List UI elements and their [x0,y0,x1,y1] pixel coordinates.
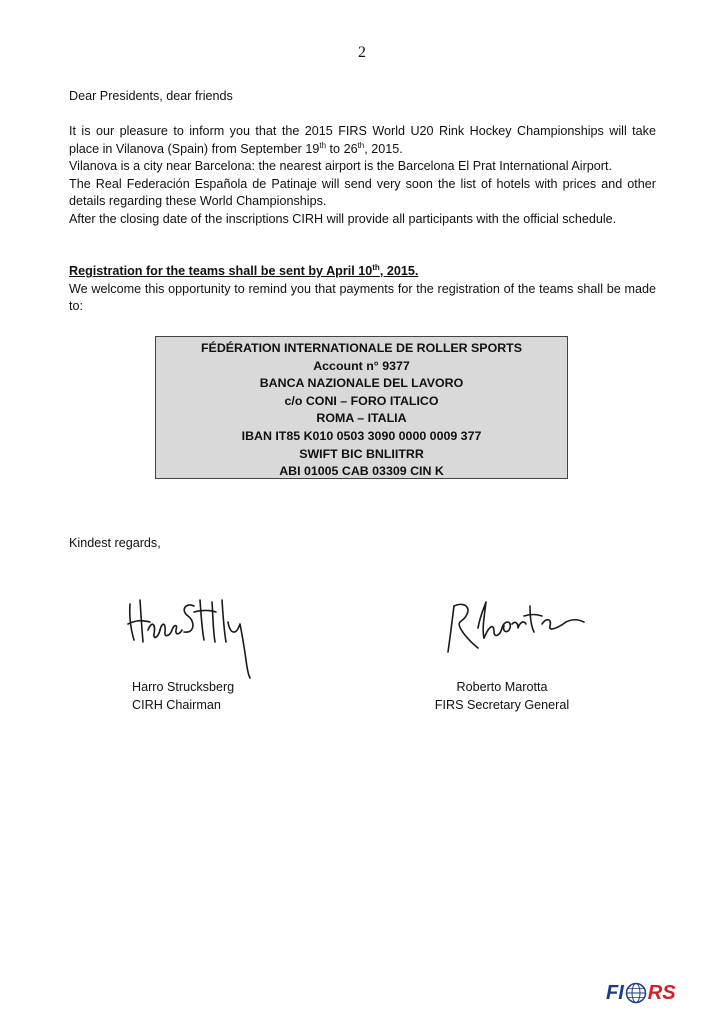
registration-section [69,263,656,316]
signer-right [433,678,571,714]
signer-title: CIRH Chairman [132,698,221,712]
bank-line: ROMA – ITALIA [316,411,407,426]
page-number: 2 [358,44,366,61]
schedule-paragraph: After the closing date of the inscriptions CIRH will provide all participants with the official schedule. [69,211,617,226]
firs-logo [606,978,676,1008]
greeting-text: Dear Presidents, dear friends [69,89,233,103]
registration-title-end: , 2015. [379,264,419,278]
signer-name: Roberto Marotta [456,680,548,694]
intro-sup-2: th [357,140,365,150]
registration-title [69,263,656,281]
logo-text-right: RS [647,981,676,1004]
logo-text-left: FI [606,981,624,1004]
registration-body: We welcome this opportunity to remind you that payments for the registration of the teams shall be made to: [69,281,656,314]
intro-text-2: to 26 [326,141,358,156]
intro-text-1: It is our pleasure to inform you that the 2015 FIRS World U20 Rink Hockey Championships will take place in Vilanova (Spain) from September 19 [69,124,656,156]
hotels-paragraph: The Real Federación Española de Patinaje will send very soon the list of hotels with prices and other details regarding these World Championships. [69,176,656,209]
bank-line: c/o CONI – FORO ITALICO [284,393,439,408]
signature-harro-strucksberg [120,590,270,682]
bank-line: FÉDÉRATION INTERNATIONALE DE ROLLER SPORTS [200,341,522,355]
signer-name: Harro Strucksberg [132,680,235,694]
signer-left [132,678,234,714]
signature-roberto-marotta [438,594,598,664]
intro-paragraph [69,123,656,158]
closing-text: Kindest regards, [69,536,161,550]
intro-section [69,123,656,229]
globe-icon [625,982,647,1004]
intro-text-3: , 2015. [364,141,403,156]
bank-line: BANCA NAZIONALE DEL LAVORO [259,376,464,391]
greeting [69,88,656,106]
airport-paragraph: Vilanova is a city near Barcelona: the nearest airport is the Barcelona El Prat International Airport. [69,159,612,174]
bank-line: IBAN IT85 K010 0503 3090 0000 0009 377 [241,428,482,443]
bank-line: Account n° 9377 [313,358,410,373]
intro-sup-1: th [319,140,327,150]
signer-title: FIRS Secretary General [434,698,570,712]
bank-line: ABI 01005 CAB 03309 CIN K [279,464,444,479]
registration-title-sup: th [372,262,380,272]
bank-details-box [155,336,568,479]
bank-line: SWIFT BIC BNLIITRR [299,446,424,461]
registration-title-text: Registration for the teams shall be sent by April 10 [69,264,373,278]
